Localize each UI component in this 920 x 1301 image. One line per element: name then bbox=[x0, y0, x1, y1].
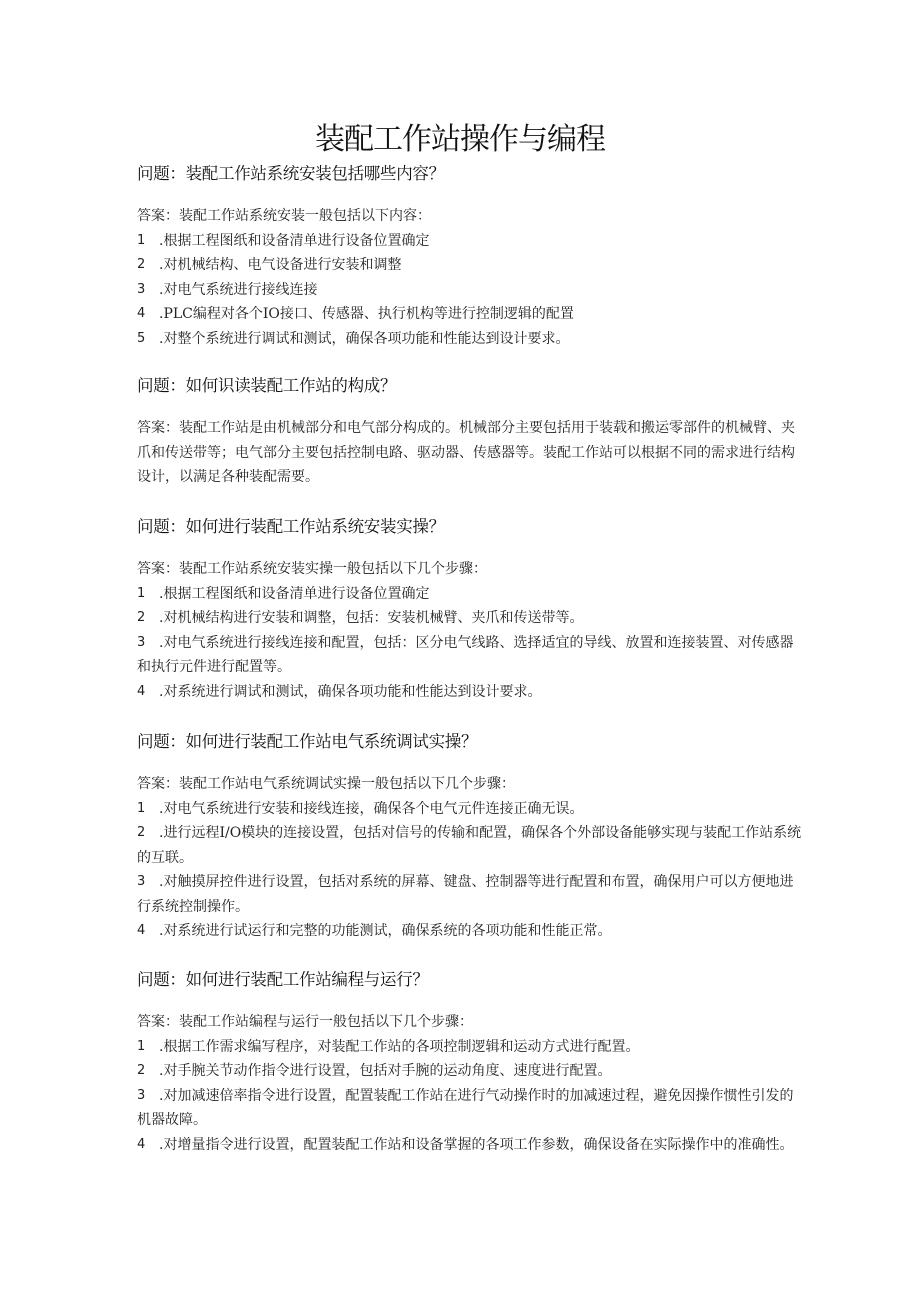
question-heading: 问题：如何识读装配工作站的构成？ bbox=[137, 376, 397, 395]
answer-block bbox=[137, 557, 807, 704]
step-number: 4 bbox=[137, 923, 146, 938]
answer-step bbox=[137, 797, 807, 822]
step-text: .PLC编程对各个IO接口、传感器、执行机构等进行控制逻辑的配置 bbox=[159, 306, 574, 322]
step-number: 2 bbox=[137, 1063, 146, 1078]
step-number: 1 bbox=[137, 585, 146, 601]
step-text: .根据工程图纸和设备清单进行设备位置确定 bbox=[159, 585, 430, 602]
answer-step bbox=[137, 606, 807, 631]
step-number: 4 bbox=[137, 683, 146, 699]
answer-step bbox=[137, 327, 807, 352]
step-text: .根据工作需求编写程序，对装配工作站的各项控制逻辑和运动方式进行配置。 bbox=[159, 1038, 640, 1055]
step-text: .对增量指令进行设置，配置装配工作站和设备掌握的各项工作参数，确保设备在实际操作中的准确性。 bbox=[159, 1136, 794, 1153]
step-number: 3 bbox=[137, 874, 146, 889]
qa-section bbox=[137, 730, 807, 944]
answer-block bbox=[137, 416, 807, 490]
step-number: 2 bbox=[137, 257, 146, 272]
step-text: .对系统进行试运行和完整的功能测试，确保系统的各项功能和性能正常。 bbox=[159, 923, 612, 939]
answer-step bbox=[137, 631, 807, 680]
step-number: 4 bbox=[137, 1136, 146, 1152]
answer-step bbox=[137, 919, 807, 944]
step-text: .对手腕关节动作指令进行设置，包括对手腕的运动角度、速度进行配置。 bbox=[159, 1063, 612, 1079]
answer-step bbox=[137, 302, 807, 327]
answer-step bbox=[137, 1084, 807, 1133]
answer-step bbox=[137, 680, 807, 705]
step-text: .对加减速倍率指令进行设置，配置装配工作站在进行气动操作时的加减速过程，避免因操作惯性引发的机器故障。 bbox=[137, 1087, 794, 1128]
step-text: .对电气系统进行接线连接 bbox=[159, 281, 318, 298]
question-heading: 问题：如何进行装配工作站编程与运行？ bbox=[137, 970, 429, 989]
question-heading: 问题：装配工作站系统安装包括哪些内容？ bbox=[137, 164, 445, 183]
question-heading: 问题：如何进行装配工作站系统安装实操？ bbox=[137, 517, 445, 536]
step-text: .对系统进行调试和测试，确保各项功能和性能达到设计要求。 bbox=[159, 683, 542, 700]
qa-section bbox=[137, 968, 807, 1157]
answer-step bbox=[137, 1133, 807, 1158]
answer-step bbox=[137, 582, 807, 607]
document-title: 装配工作站操作与编程 bbox=[315, 122, 605, 157]
answer-step bbox=[137, 821, 807, 870]
answer-step bbox=[137, 278, 807, 303]
answer-step bbox=[137, 1035, 807, 1060]
answer-step bbox=[137, 229, 807, 254]
step-number: 4 bbox=[137, 306, 146, 321]
step-text: .对电气系统进行安装和接线连接，确保各个电气元件连接正确无误。 bbox=[159, 800, 584, 817]
step-text: .对触摸屏控件进行设置，包括对系统的屏幕、键盘、控制器等进行配置和布置，确保用户可以方便地进行系统控制操作。 bbox=[137, 874, 794, 915]
step-text: .根据工程图纸和设备清单进行设备位置确定 bbox=[159, 232, 430, 249]
step-number: 3 bbox=[137, 1087, 146, 1103]
answer-intro: 答案：装配工作站电气系统调试实操一般包括以下几个步骤： bbox=[137, 776, 515, 792]
question-heading: 问题：如何进行装配工作站电气系统调试实操？ bbox=[137, 732, 478, 751]
step-text: .进行远程I/O模块的连接设置，包括对信号的传输和配置，确保各个外部设备能够实现与装配工作站系统的互联。 bbox=[137, 825, 802, 866]
step-number: 5 bbox=[137, 330, 146, 346]
step-text: .对机械结构、电气设备进行安装和调整 bbox=[159, 257, 402, 273]
step-number: 2 bbox=[137, 610, 146, 625]
answer-step bbox=[137, 253, 807, 278]
answer-block bbox=[137, 772, 807, 944]
answer-block bbox=[137, 1010, 807, 1157]
answer-intro: 答案：装配工作站是由机械部分和电气部分构成的。机械部分主要包括用于装载和搬运零部件的机械臂、夹爪和传送带等；电气部分主要包括控制电路、驱动器、传感器等。装配工作站可以根据不同的需求进行结构设计，以满足各种装配需要。 bbox=[137, 420, 795, 485]
step-number: 3 bbox=[137, 281, 146, 297]
qa-section bbox=[137, 162, 807, 351]
step-number: 2 bbox=[137, 825, 146, 840]
step-number: 1 bbox=[137, 800, 146, 816]
qa-section bbox=[137, 374, 807, 490]
step-number: 1 bbox=[137, 1038, 146, 1054]
answer-intro: 答案：装配工作站编程与运行一般包括以下几个步骤： bbox=[137, 1014, 473, 1030]
step-text: .对电气系统进行接线连接和配置，包括：区分电气线路、选择适宜的导线、放置和连接装置、对传感器和执行元件进行配置等。 bbox=[137, 634, 794, 675]
step-text: .对机械结构进行安装和调整，包括：安装机械臂、夹爪和传送带等。 bbox=[159, 610, 584, 626]
answer-intro: 答案：装配工作站系统安装实操一般包括以下几个步骤： bbox=[137, 561, 487, 577]
qa-section bbox=[137, 515, 807, 704]
answer-step bbox=[137, 1059, 807, 1084]
answer-step bbox=[137, 870, 807, 919]
answer-block bbox=[137, 204, 807, 351]
step-number: 3 bbox=[137, 634, 146, 650]
answer-intro: 答案：装配工作站系统安装一般包括以下内容： bbox=[137, 208, 431, 224]
step-number: 1 bbox=[137, 232, 146, 248]
step-text: .对整个系统进行调试和测试，确保各项功能和性能达到设计要求。 bbox=[159, 330, 570, 347]
